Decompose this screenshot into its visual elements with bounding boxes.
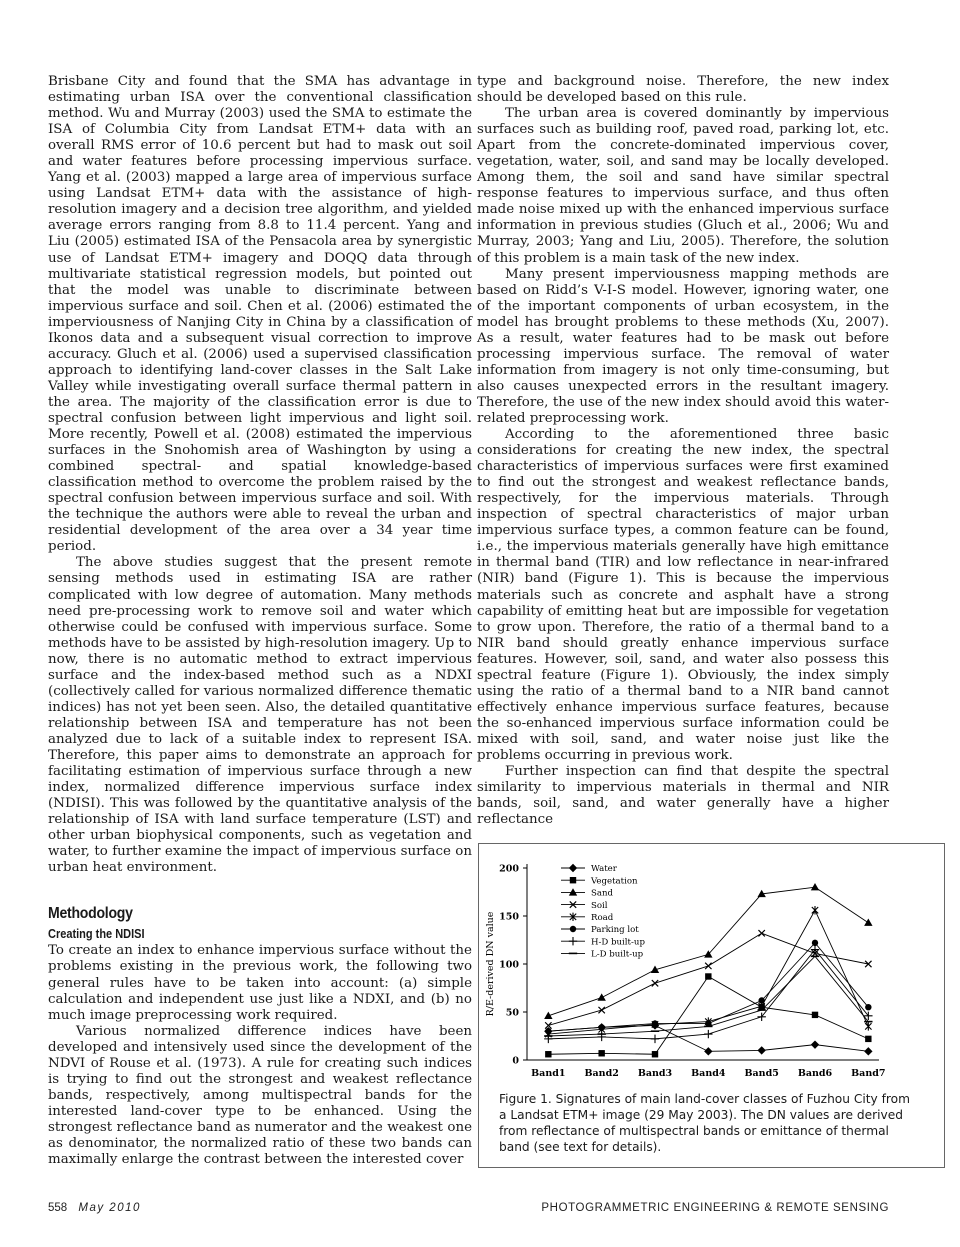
y-tick-label: 50 xyxy=(505,1007,519,1019)
right-column xyxy=(477,74,889,828)
paragraph: Brisbane City and found that the SMA has advantage in estimating urban ISA over the conventional classification method. Wu and Murray (2003) used the SMA to estimate the ISA of Columbia City from Landsat ETM+ data with an overall RMS error of 10.6 percent but had to mask out soil and water features before processing impervious surface. Yang et al. (2003) mapped a large area of impervious surface using Landsat ETM+ data with the assistance of high-resolution imagery and a decision tree algorithm, and yielded average errors ranging from 8.8 to 11.4 percent. Yang and Liu (2005) estimated ISA of the Pensacola area by synergistic use of Landsat ETM+ imagery and DOQQ data through multivariate statistical regression models, but pointed out that the model was unable to discriminate between impervious surface and soil. Chen et al. (2006) estimated the imperviousness of Nanjing City in China by a classification of Ikonos data and a subsequent visual correction to improve accuracy. Gluch et al. (2006) used a supervised classification approach to identifying land-cover classes in the Salt Lake Valley while investigating overall surface thermal pattern in the area. The majority of the classification error is due to spectral confusion between light impervious and light soil. More recently, Powell et al. (2008) estimated the impervious surfaces in the Snohomish area of Washington by using a combined spectral- and spatial knowledge-based classification method to overcome the problem raised by the spectral confusion between impervious surface and soil. With the technique the authors were able to reveal the urban and residential development of the area over a 34 year time period. xyxy=(48,74,472,555)
x-tick-label: Band2 xyxy=(584,1068,619,1079)
data-point-sand xyxy=(811,883,819,890)
subsection-heading: Creating the NDISI xyxy=(48,927,145,942)
paragraph: Further inspection can find that despite the spectral similarity to impervious materials in thermal and NIR bands, soil, sand, and water generally have a higher reflectance xyxy=(477,764,889,828)
legend-label-h-d-built-up: H-D built-up xyxy=(591,937,645,948)
data-point-parking-lot xyxy=(545,1028,551,1034)
section-heading: Methodology xyxy=(48,905,133,923)
data-point-vegetation xyxy=(545,1051,551,1057)
figure-caption: Figure 1. Signatures of main land-cover classes of Fuzhou City from a Landsat ETM+ image (29 May 2003). The DN values are derived from reflectance of multispectral bands or emittance of thermal band (see text for details). xyxy=(499,1092,910,1154)
legend-label-parking-lot: Parking lot xyxy=(591,925,639,936)
legend-label-soil: Soil xyxy=(591,900,608,911)
x-tick-label: Band6 xyxy=(797,1068,833,1079)
data-point-vegetation xyxy=(812,1012,818,1018)
data-point-vegetation xyxy=(652,1051,658,1057)
data-point-h-d-built-up xyxy=(651,1035,659,1043)
data-point-soil xyxy=(705,963,711,969)
data-point-parking-lot xyxy=(598,1024,604,1030)
data-point-road xyxy=(865,1022,871,1030)
figure-1 xyxy=(478,843,945,1168)
legend-label-vegetation: Vegetation xyxy=(591,876,638,887)
paragraph: Various normalized difference indices have been developed and intensively used since the development of the NDVI of Rouse et al. (1973). A rule for creating such indices is trying to find out the strongest and weakest reflectance bands, respectively, among multispectral bands for the interested land-cover type to be enhanced. Using the strongest reflectance band as numerator and the weakest one as denominator, the normalized ratio of these two bands can maximally enlarge the contrast between the interested cover xyxy=(48,1023,472,1168)
paragraph: Many present imperviousness mapping methods are based on Ridd’s V-I-S model. However, ignoring water, one of the important components of urban ecosystem, in the model has brought problems to these methods (Xu, 2007). As a result, water features had to be mask out before processing impervious surface. The removal of water information from imagery is not only time-consuming, but also causes unexpected errors in the resultant imagery. Therefore, the use of the new index should avoid this water-related preprocessing work. xyxy=(477,266,889,426)
legend-marker-sand xyxy=(569,888,577,895)
legend-label-road: Road xyxy=(591,913,614,923)
data-point-water xyxy=(864,1047,872,1055)
data-point-sand xyxy=(544,1012,552,1019)
paragraph: The urban area is covered dominantly by impervious surfaces such as building roof, paved road, parking lot, etc. Apart from the concrete-dominated impervious cover, vegetation, water, soil, and sand may be locally developed. Among them, the soil and sand have similar spectral response features to impervious surface, and thus often made noise mixed up with the enhanced impervious surface information in previous studies (Gluch et al., 2006; Wu and Murray, 2003; Yang and Liu, 2005). Therefore, the solution of this problem is a main task of the new index. xyxy=(477,106,889,266)
data-point-parking-lot xyxy=(812,940,818,946)
legend-marker-water xyxy=(569,864,577,872)
x-tick-label: Band5 xyxy=(744,1068,779,1079)
paragraph: type and background noise. Therefore, the new index should be developed based on this rule. xyxy=(477,74,889,106)
data-point-road xyxy=(812,906,818,914)
legend-label-water: Water xyxy=(591,864,617,875)
data-point-parking-lot xyxy=(758,997,764,1003)
legend-marker-vegetation xyxy=(570,877,576,883)
series-line-vegetation xyxy=(548,976,868,1054)
data-point-sand xyxy=(864,919,872,926)
data-point-water xyxy=(704,1047,712,1055)
issue-date: May 2010 xyxy=(78,1202,141,1214)
x-tick-label: Band3 xyxy=(637,1068,673,1079)
spectral-signature-chart xyxy=(479,844,944,1089)
paragraph: The above studies suggest that the present remote sensing methods used in estimating ISA are rather complicated with low degree of automation. Many methods need pre-processing work to remove soil and water which otherwise could be confused with impervious surface. Some methods have to be assisted by high-resolution imagery. Up to now, there is no automatic method to extract impervious surface and the index-based method such as a NDXI (collectively called for various normalized difference thematic indices) has not yet been seen. Also, the detailed quantitative relationship between ISA and temperature has not been analyzed due to lack of a suitable index to represent ISA. Therefore, this paper aims to demonstrate an approach for facilitating estimation of impervious surface through a new index, normalized difference impervious surface index (NDISI). This was followed by the quantitative analysis of the relationship of ISA with land surface temperature (LST) and other urban biophysical components, such as vegetation and water, to further examine the impact of impervious surface on urban heat environment. xyxy=(48,555,472,876)
data-point-parking-lot xyxy=(865,1004,871,1010)
y-tick-label: 150 xyxy=(499,911,519,923)
legend-marker-h-d-built-up xyxy=(569,937,577,945)
left-column xyxy=(48,74,472,1168)
footer-left xyxy=(48,1202,141,1214)
x-tick-label: Band4 xyxy=(691,1068,726,1079)
paragraph: To create an index to enhance impervious surface without the problems existing in the previous work, the following two general rules have to be taken into account: (a) simple calculation and independent use just like a NDXI, and (b) no much image preprocessing work required. xyxy=(48,943,472,1023)
legend-label-l-d-built-up: L-D built-up xyxy=(591,949,644,960)
data-point-parking-lot xyxy=(652,1020,658,1026)
legend-marker-parking-lot xyxy=(570,926,576,932)
data-point-vegetation xyxy=(598,1050,604,1056)
data-point-water xyxy=(811,1040,819,1048)
journal-name: PHOTOGRAMMETRIC ENGINEERING & REMOTE SENSING xyxy=(541,1202,889,1214)
page-number: 558 xyxy=(48,1202,68,1214)
data-point-water xyxy=(757,1046,765,1054)
x-tick-label: Band1 xyxy=(531,1068,566,1079)
y-tick-label: 100 xyxy=(499,959,519,971)
data-point-sand xyxy=(597,993,605,1000)
data-point-h-d-built-up xyxy=(757,1013,765,1021)
data-point-soil xyxy=(598,1007,604,1013)
data-point-vegetation xyxy=(865,1036,871,1042)
y-axis-label: R/E-derived DN value xyxy=(485,911,496,1017)
legend-label-sand: Sand xyxy=(591,888,614,899)
data-point-vegetation xyxy=(705,973,711,979)
paragraph: According to the aforementioned three basic considerations for creating the new index, the spectral characteristics of impervious surfaces were first examined to find out the strongest and weakest reflectance bands, respectively, for the impervious materials. Through inspection of spectral characteristics of major urban impervious surface types, a common feature can be found, i.e., the impervious materials generally have high emittance in thermal band (TIR) and low reflectance in near-infrared (NIR) band (Figure 1). This is because the impervious materials such as concrete and asphalt have a strong capability of emitting heat but are impossible for vegetation to grow upon. Therefore, the ratio of a thermal band to a NIR band should greatly enhance impervious surface features. However, soil, sand, and water also possess this spectral feature (Figure 1). Obviously, the index simply using the ratio of a thermal band to a NIR band cannot effectively enhance impervious surface features, because the so-enhanced impervious surface information could be mixed with soil, sand, and water noise just like the problems occurring in previous work. xyxy=(477,427,889,763)
data-point-h-d-built-up xyxy=(704,1030,712,1038)
data-point-soil xyxy=(652,980,658,986)
data-point-soil xyxy=(758,930,764,936)
x-tick-label: Band7 xyxy=(851,1068,886,1079)
y-tick-label: 0 xyxy=(512,1055,519,1067)
y-tick-label: 200 xyxy=(499,863,519,875)
